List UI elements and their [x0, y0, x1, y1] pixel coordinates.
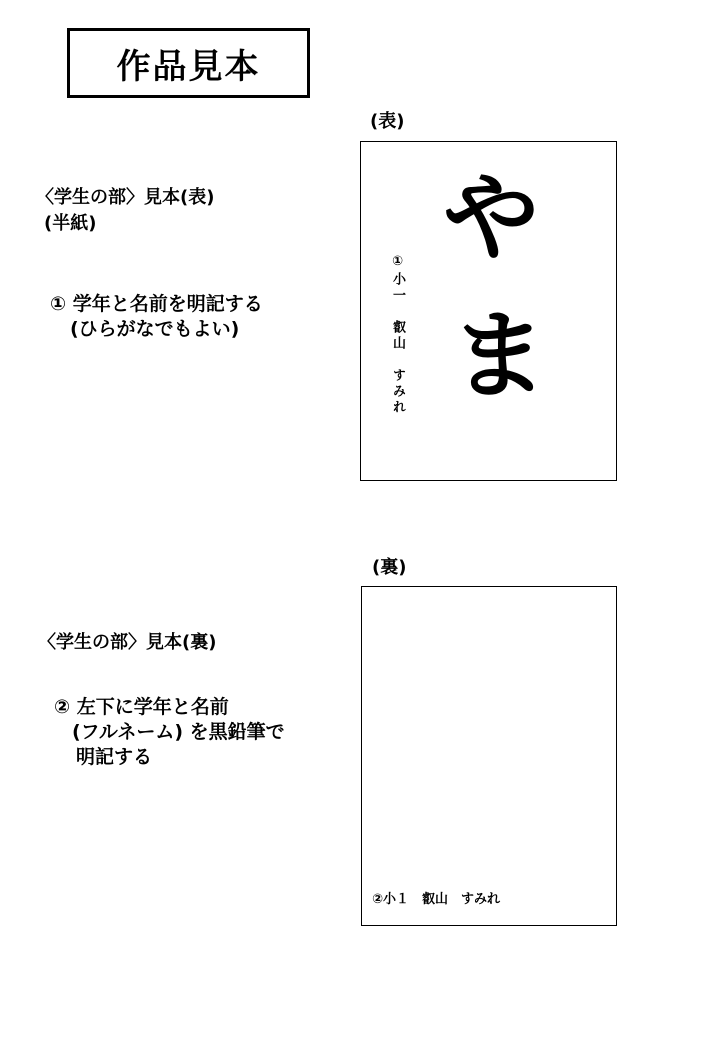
back-sample-sheet [361, 586, 617, 926]
back-instruction-1: ② 左下に学年と名前 [54, 696, 229, 718]
front-instruction-1: ① 学年と名前を明記する [50, 293, 263, 315]
back-instruction-3: 明記する [76, 746, 153, 768]
back-sample-label: 〈学生の部〉見本(裏) [38, 632, 217, 653]
page-title: 作品見本 [67, 28, 310, 98]
front-instruction-2: (ひらがなでもよい) [70, 318, 240, 340]
brush-character-ya: や [443, 162, 539, 274]
front-sample-label: 〈学生の部〉見本(表) [36, 187, 215, 208]
brush-character-ma: ま [451, 300, 547, 412]
back-heading: (裏) [372, 557, 407, 578]
back-instruction-2: (フルネーム) を黒鉛筆で [72, 721, 285, 743]
front-paper-label: (半紙) [44, 213, 97, 234]
front-vertical-name: ①小一 叡山 すみれ [390, 254, 405, 416]
back-name: ②小１ 叡山 すみれ [372, 892, 501, 907]
front-sample-sheet [360, 141, 617, 481]
front-heading: (表) [370, 111, 405, 132]
